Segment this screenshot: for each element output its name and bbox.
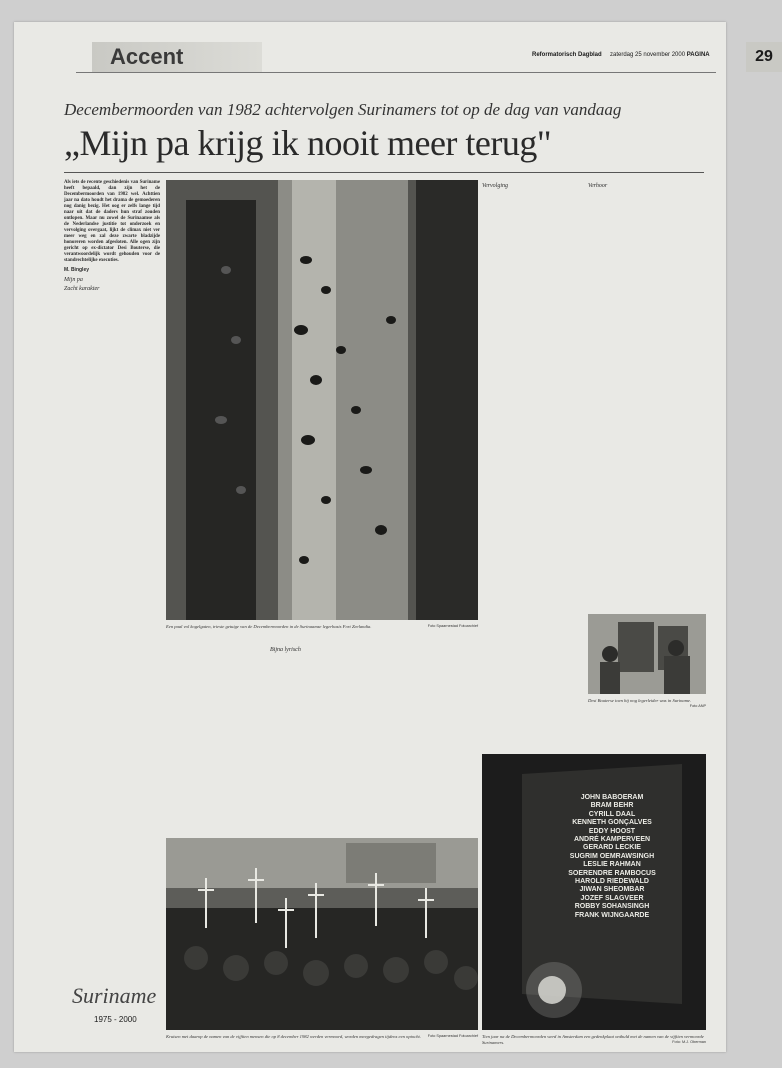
monument-name: CYRILL DAAL [588,810,636,818]
monument-name: ANDRÉ KAMPERVEEN [573,836,651,844]
paper-name: Reformatorisch Dagblad [532,52,602,58]
column-5 [482,180,582,750]
monument-name: SUGRIM OEMRAWSINGH [569,852,655,860]
byline: M. Bingley [64,267,90,273]
kicker: Decembermoorden van 1982 achtervolgen Surinamers tot op de dag van vandaag [64,100,622,119]
monument-name: SOERENDRE RAMBOCUS [568,869,656,877]
column-2 [166,644,262,834]
monument-caption-text: Tien jaar na de Decembermoorden werd in Amsterdam een gedenkplaat onthuld met de namen van de vijftien vermoorde Surinamers. [482,1034,704,1045]
crowd-caption [166,1034,478,1040]
section-label: Accent [92,42,262,72]
main-caption-text: Een paal vol kogelgaten, trieste getuige van de Decembermoorden in de Surinaamse legerbasis Fort Zeelandia. [166,624,372,629]
column-1 [64,180,160,970]
crowd-caption-text: Kruisen met daarop de namen van de vijftien mensen die op 8 december 1982 werden vermoord, worden meegedragen tijdens een optocht. [166,1034,421,1039]
bouterse-photo-illustration [588,614,706,694]
suriname-logo [64,977,174,1037]
main-caption-credit: Foto Spaarnestad Fotoarchief [427,624,478,628]
page-header [76,42,773,73]
monument-caption-credit: Foto: M.J. Oberman [672,1039,706,1044]
monument-name: FRANK WIJNGAARDE [574,911,650,919]
bouterse-photo [588,614,706,694]
monument-name: LESLIE RAHMAN [583,861,641,869]
subhead-bijna-lyrisch: Bijna lyrisch [270,647,301,653]
date: zaterdag 25 november 2000 [610,52,686,58]
bouterse-caption-credit: Foto ANP [689,703,706,708]
monument-name: KENNETH GONÇALVES [572,819,652,827]
monument-name: JIWAN SHEOMBAR [579,886,645,894]
bouterse-caption-text: Desi Bouterse toen hij nog legerleider was in Suriname. [588,698,692,703]
column-4 [374,644,478,834]
page-number: 29 [746,42,782,72]
monument-name: GERARD LECKIE [583,844,641,852]
newspaper-page [14,22,773,1052]
subhead-verhoor: Verhoor [588,183,608,189]
monument-name: ROBBY SOHANSINGH [574,903,650,911]
monument-name: EDDY HOOST [588,827,636,835]
subhead-mijn-pa: Mijn pa [64,276,83,283]
date-line [610,52,710,58]
logo-years: 1975 - 2000 [94,1015,137,1024]
pole-photo-illustration [166,180,478,620]
crowd-caption-credit: Foto Spaarnestad Fotoarchief [427,1034,478,1038]
main-photo [166,180,478,620]
column-3 [270,644,366,834]
headline-rule [64,172,704,173]
monument-photo [482,754,706,1030]
monument-name: JOZEF SLAGVEER [580,894,644,902]
main-caption [166,624,478,630]
intro: Als iets de recente geschiedenis van Suriname heeft bepaald, dan zijn het de Decembermoorden van 1982 wel. Achttien jaar na dato houdt het drama de gemoederen nog danig bezig. Het oog er zelfs lange tijd naar uit dat de daders hun straf zouden ontlopen. Maar nu zowel de Surinaamse als de Nederlandse justitie tot onderzoek en vervolging overgaat, lijkt de climax niet ver meer weg en zal deze zwarte bladzijde honoreren worden afgesloten. Alle ogen zijn gericht op ex-dictator Desi Bouterse, die verantwoordelijk wordt gehouden voor de standrechtelijke executies. [64,180,160,263]
column-6 [588,180,706,610]
crowd-photo [166,838,478,1030]
logo-script: Suriname [72,983,157,1008]
monument-caption [482,1034,706,1045]
subhead-vervolging: Vervolging [482,183,508,189]
monument-name: BRAM BEHR [590,802,634,810]
subhead-zacht-karakter: Zacht karakter [64,286,100,293]
crowd-photo-illustration [166,838,478,1030]
page-word: PAGINA [686,52,710,58]
bouterse-caption [588,698,706,709]
monument-name: HAROLD RIEDEWALD [575,878,649,886]
monument-name-list [542,794,682,920]
headline: „Mijn pa krijg ik nooit meer terug" [64,123,552,163]
monument-name: JOHN BABOERAM [580,794,644,801]
